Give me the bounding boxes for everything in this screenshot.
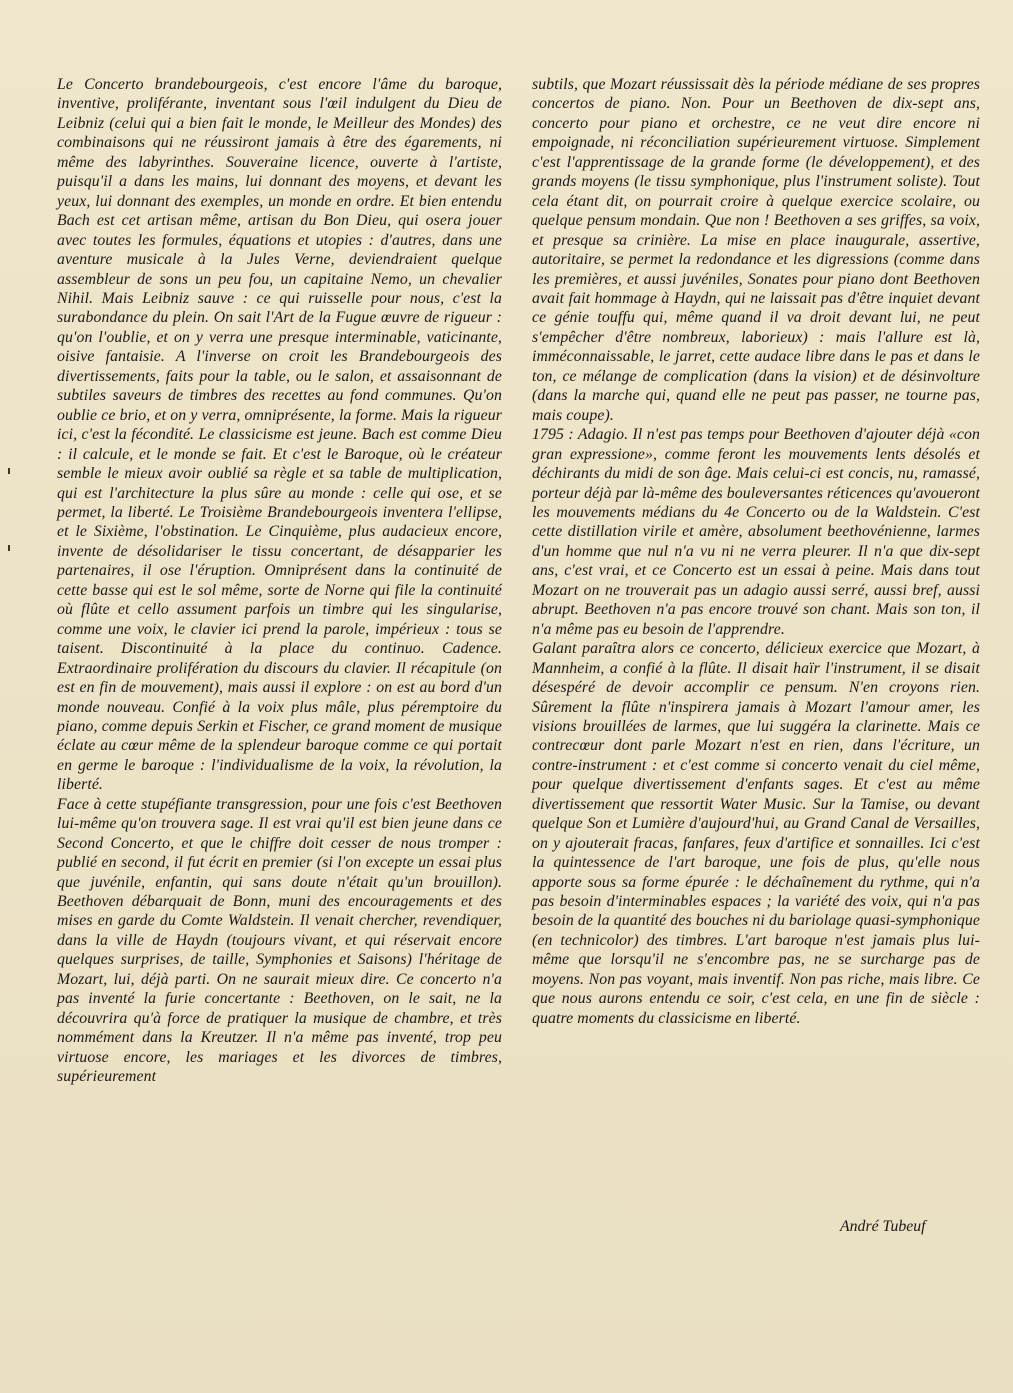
left-column	[57, 75, 502, 1087]
paragraph: Le Concerto brandebourgeois, c'est encore l'âme du baroque, inventive, proliférante, inventant sous l'œil indulgent du Dieu de Leibniz (celui qui a bien fait le monde, le Meilleur des Mondes) des combinaisons qui ne réussiront jamais à être des égarements, ni même des labyrinthes. Souveraine licence, ouverte à l'artiste, puisqu'il a dans les mains, lui donnant des moyens, et devant les yeux, lui donnant des exemples, un monde en ordre. Et bien entendu Bach est cet artisan même, artisan du Bon Dieu, qui osera jouer avec toutes les formules, équations et utopies : d'autres, dans une aventure musicale à la Jules Verne, deviendraient quelque assembleur de sons un peu fou, un capitaine Nemo, un chevalier Nihil. Mais Leibniz sauve : ce qui ruisselle pour nous, c'est la surabondance du plein. On sait l'Art de la Fugue œuvre de rigueur : qu'on l'oublie, et on y verra une presque interminable, vaticinante, oisive fantaisie. A l'inverse on croit les Brandebourgeois des divertissements, faits pour la table, ou le salon, et assaisonnant de subtiles saveurs de timbres des recettes au fond communes. Qu'on oublie ce brio, et on y verra, omniprésente, la forme. Mais la rigueur ici, c'est la fécondité. Le classicisme est jeune. Bach est comme Dieu : il calcule, et le monde se fait. Et c'est le Baroque, où le créateur semble le mieux avoir oublié sa règle et sa table de multiplication, qui est l'architecture la plus sûre au monde : celle qui ose, et se permet, la liberté. Le Troisième Brandebourgeois inventera l'ellipse, et le Sixième, l'obstination. Le Cinquième, plus audacieux encore, invente de désolidariser le tissu concertant, de désapparier les partenaires, il ose l'éruption. Omniprésent dans la continuité de cette basse qui est le sol même, sorte de Norne qui file la continuité où flûte et cello assument parfois un timbre qui les singularise, comme une voix, le clavier ici prend la parole, impérieux : tous se taisent. Discontinuité à la place du continuo. Cadence. Extraordinaire prolifération du discours du clavier. Il récapitule (on est en fin de mouvement), mais aussi il explore : on est au bord d'un monde nouveau. Confié à la voix plus mâle, plus péremptoire du piano, comme depuis Serkin et Fischer, ce grand moment de musique éclate au cœur même de la splendeur baroque comme ce qui portait en germe le baroque : l'individualisme de la voix, la révolution, la liberté.	[57, 76, 502, 794]
paragraph: subtils, que Mozart réussissait dès la période médiane de ses propres concertos de piano. Non. Pour un Beethoven de dix-sept ans, concerto pour piano et orchestre, ce ne veut dire encore ni empoignade, ni réconciliation supérieurement virtuose. Simplement c'est l'apprentissage de la grande forme (le développement), et des grands moyens (le tissu symphonique, plus l'instrument soliste). Tout cela étant dit, on pourrait croire à quelque exercice scolaire, ou quelque pensum mondain. Que non ! Beethoven a ses griffes, sa voix, et presque sa crinière. La mise en place inaugurale, assertive, autoritaire, se permet la redondance et les digressions (comme dans les premières, et aussi juvéniles, Sonates pour piano dont Beethoven avait fait hommage à Haydn, qui ne laissait pas d'être inquiet devant ce génie touffu qui, même quand il va droit devant lui, ne peut s'empêcher d'être nombreux, laborieux) : mais l'allure est là, imméconnaissable, le jarret, cette audace libre dans le pas et dans le ton, ce mélange de complication (dans la vision) et de désinvolture (dans la marche qui, quand elle ne peut pas passer, ne tourne pas, mais coupe).	[532, 76, 980, 424]
margin-mark	[8, 468, 10, 474]
paragraph: Face à cette stupéfiante transgression, pour une fois c'est Beethoven lui-même qu'on trouvera sage. Il est vrai qu'il est bien jeune dans ce Second Concerto, et que le chiffre doit cesser de nous tromper : publié en second, il fut écrit en premier (si l'on excepte un essai plus que juvénile, enfantin, qui sans doute n'était qu'un brouillon). Beethoven débarquait de Bonn, muni des encouragements et des mises en garde du Comte Waldstein. Il venait chercher, revendiquer, dans la ville de Haydn (toujours vivant, et qui réservait encore quelques surprises, de taille, Symphonies et Saisons) l'héritage de Mozart, lui, déjà parti. On ne saurait mieux dire. Ce concerto n'a pas inventé la furie concertante : Beethoven, on le sait, ne la découvrira qu'à force de pratiquer la musique de chambre, et très nommément dans la Kreutzer. Il n'a même pas inventé, trop peu virtuose encore, les mariages et les divorces de timbres, supérieurement	[57, 795, 502, 1086]
paragraph: 1795 : Adagio. Il n'est pas temps pour Beethoven d'ajouter déjà «con gran expressione», comme feront les mouvements lents désolés et déchirants du midi de son âge. Mais celui-ci est concis, nu, ramassé, porteur déjà par là-même des bouleversantes réticences qu'avoueront les mouvements médians du 4e Concerto ou de la Waldstein. C'est cette distillation virile et amère, absolument beethovénienne, larmes d'un homme que nul n'a vu ni ne verra pleurer. Il n'a que dix-sept ans, c'est vrai, et ce Concerto est un essai à peine. Mais dans tout Mozart on ne trouverait pas un adagio aussi serré, aussi bref, aussi abrupt. Beethoven n'a pas encore trouvé son chant. Mais son ton, il n'a même pas eu besoin de l'apprendre.	[532, 426, 980, 638]
margin-mark	[8, 545, 10, 551]
right-column	[532, 75, 980, 1028]
paragraph: Galant paraîtra alors ce concerto, délicieux exercice que Mozart, à Mannheim, a confié à la flûte. Il disait haïr l'instrument, il se disait désespéré de devoir accomplir ce pensum. N'en croyons rien. Sûrement la flûte n'inspirera jamais à Mozart l'amour amer, les visions brouillées de larmes, que lui suggéra la clarinette. Mais ce contrecœur dont parle Mozart n'est en rien, dans l'écriture, un contre-instrument : et c'est comme si concerto venait du ciel même, pour quelque divertissement d'enfants sages. Et c'est au même divertissement que ressortit Water Music. Sur la Tamise, ou devant quelque Son et Lumière d'aujourd'hui, au Grand Canal de Versailles, on y ajouterait fracas, fanfares, feux d'artifice et sonnailles. Ici c'est la quintessence de l'art baroque, une fois de plus, qu'elle nous apporte sous sa forme épurée : le déchaînement du rythme, qui n'a pas besoin d'interminables espaces ; la variété des voix, qui n'a pas besoin de la quantité des bouches ni du bariolage quasi-symphonique (en technicolor) des timbres. L'art baroque n'est jamais plus lui-même que lorsqu'il ne s'encombre pas, ne se surcharge pas de moyens. Non pas voyant, mais inventif. Non pas riche, mais libre. Ce que nous aurons entendu ce soir, c'est cela, en une fin de siècle : quatre moments du classicisme en liberté.	[532, 640, 980, 1027]
author-signature: André Tubeuf	[840, 1218, 926, 1235]
